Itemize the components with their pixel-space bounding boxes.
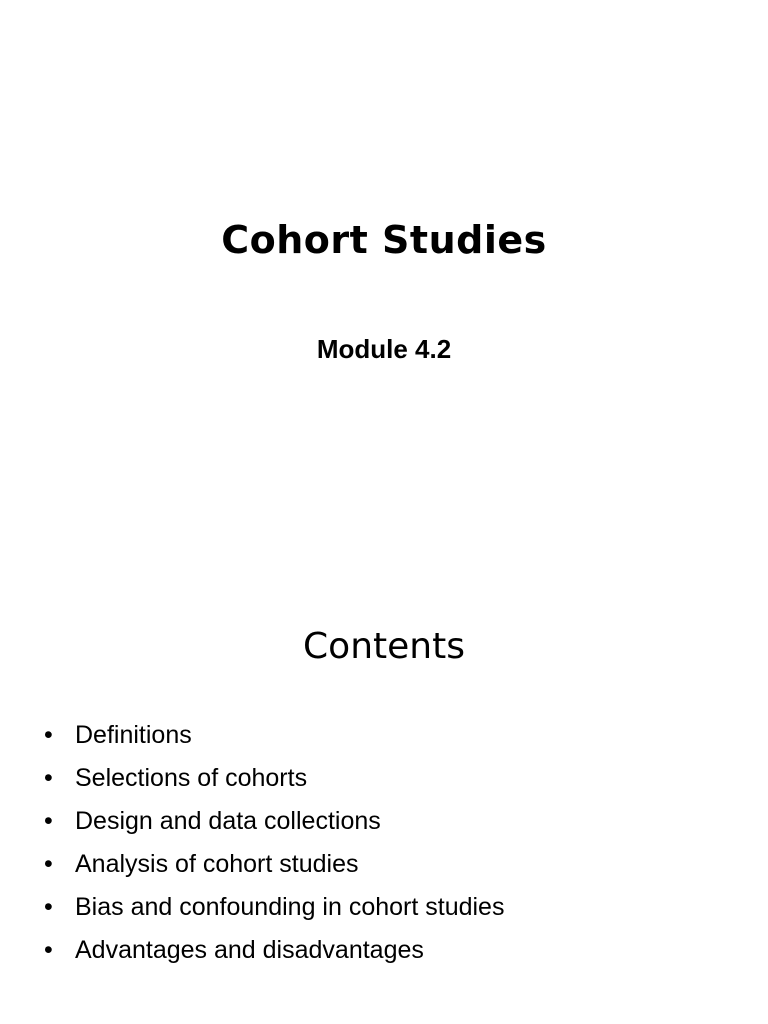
bullet-icon: • (44, 850, 53, 878)
slide-subtitle: Module 4.2 (316, 334, 452, 364)
list-item-label: Design and data collections (75, 807, 381, 835)
list-item-label: Selections of cohorts (75, 764, 308, 792)
list-item (44, 843, 504, 886)
list-item (44, 886, 504, 929)
list-item (44, 757, 504, 800)
contents-heading: Contents (303, 626, 465, 667)
bullet-icon: • (44, 764, 53, 792)
bullet-icon: • (44, 807, 53, 835)
list-item-label: Analysis of cohort studies (75, 850, 359, 878)
list-item (44, 714, 504, 757)
contents-slide (0, 576, 768, 1024)
list-item-label: Advantages and disadvantages (75, 936, 424, 964)
bullet-icon: • (44, 936, 53, 964)
list-item (44, 800, 504, 843)
slide-title: Cohort Studies (221, 218, 547, 262)
list-item-label: Bias and confounding in cohort studies (75, 893, 505, 921)
bullet-icon: • (44, 893, 53, 921)
bullet-icon: • (44, 721, 53, 749)
contents-list (44, 714, 504, 972)
list-item (44, 929, 504, 972)
list-item-label: Definitions (75, 721, 192, 749)
